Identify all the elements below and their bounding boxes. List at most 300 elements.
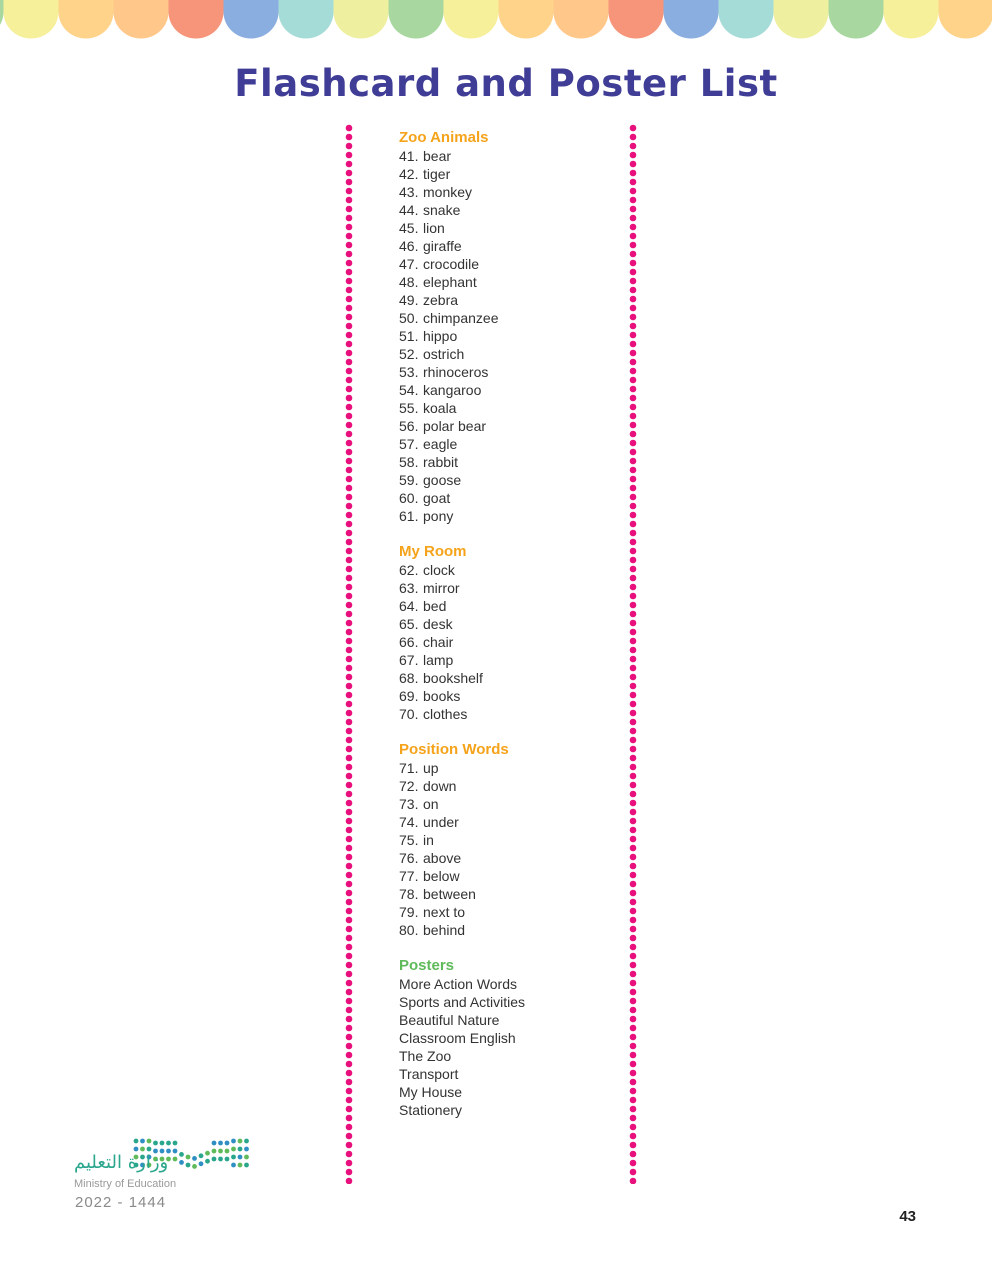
scallop xyxy=(114,0,169,39)
divider-dot xyxy=(346,395,353,402)
logo-dot xyxy=(140,1139,145,1144)
scallop xyxy=(884,0,939,38)
list-item xyxy=(399,759,619,777)
divider-dot xyxy=(630,269,637,276)
divider-dot xyxy=(630,1097,637,1104)
item-number: 55. xyxy=(399,400,419,416)
item-text: zebra xyxy=(423,292,459,308)
divider-dot xyxy=(630,899,637,906)
divider-dot xyxy=(630,953,637,960)
divider-dot xyxy=(630,755,637,762)
divider-dot xyxy=(346,143,353,150)
divider-dot xyxy=(346,287,353,294)
divider-dot xyxy=(630,647,637,654)
section-title: My Room xyxy=(399,543,467,560)
divider-dot xyxy=(630,125,637,132)
item-text: hippo xyxy=(423,328,458,344)
divider-dot xyxy=(630,188,637,195)
divider-dot xyxy=(346,782,353,789)
divider-dot xyxy=(630,485,637,492)
item-text: More Action Words xyxy=(399,976,518,992)
item-text: koala xyxy=(423,400,457,416)
divider-dot xyxy=(346,908,353,915)
dotted-divider-left xyxy=(344,124,354,1184)
divider-dot xyxy=(630,710,637,717)
divider-dot xyxy=(630,539,637,546)
divider-dot xyxy=(630,512,637,519)
list-section xyxy=(399,957,619,1119)
divider-dot xyxy=(630,197,637,204)
page-number: 43 xyxy=(899,1208,916,1225)
item-number: 48. xyxy=(399,274,419,290)
divider-dot xyxy=(630,1142,637,1149)
divider-dot xyxy=(346,530,353,537)
divider-dot xyxy=(346,980,353,987)
divider-dot xyxy=(346,224,353,231)
item-text: eagle xyxy=(423,436,458,452)
divider-dot xyxy=(630,908,637,915)
divider-dot xyxy=(346,1124,353,1131)
divider-dot xyxy=(346,170,353,177)
divider-dot xyxy=(346,926,353,933)
divider-dot xyxy=(346,836,353,843)
divider-dot xyxy=(630,305,637,312)
divider-dot xyxy=(630,998,637,1005)
item-number: 46. xyxy=(399,238,419,254)
divider-dot xyxy=(630,611,637,618)
divider-dot xyxy=(346,710,353,717)
scallop xyxy=(499,0,554,39)
item-text: chimpanzee xyxy=(423,310,499,326)
divider-dot xyxy=(630,1061,637,1068)
divider-dot xyxy=(346,683,353,690)
divider-dot xyxy=(346,791,353,798)
item-text: bed xyxy=(423,598,447,614)
item-number: 42. xyxy=(399,166,419,182)
logo-dot xyxy=(231,1155,236,1160)
word-list xyxy=(399,129,619,1137)
scallop xyxy=(664,0,719,39)
divider-dot xyxy=(346,305,353,312)
scallop xyxy=(169,0,224,39)
divider-dot xyxy=(346,629,353,636)
list-item xyxy=(399,183,619,201)
item-text: monkey xyxy=(423,184,473,200)
divider-dot xyxy=(630,926,637,933)
divider-dot xyxy=(346,1007,353,1014)
item-text: lion xyxy=(423,220,445,236)
item-text: rhinoceros xyxy=(423,364,489,380)
scallop xyxy=(719,0,774,39)
divider-dot xyxy=(630,206,637,213)
divider-dot xyxy=(346,548,353,555)
divider-dot xyxy=(346,944,353,951)
logo-dot xyxy=(199,1161,204,1166)
divider-dot xyxy=(630,800,637,807)
list-item xyxy=(399,795,619,813)
item-number: 65. xyxy=(399,616,419,632)
divider-dot xyxy=(630,1151,637,1158)
list-item xyxy=(399,147,619,165)
divider-dot xyxy=(630,224,637,231)
logo-dot xyxy=(205,1159,210,1164)
list-item xyxy=(399,255,619,273)
item-number: 57. xyxy=(399,436,419,452)
divider-dot xyxy=(346,386,353,393)
list-item xyxy=(399,885,619,903)
divider-dot xyxy=(346,890,353,897)
scallop xyxy=(224,0,279,39)
divider-dot xyxy=(630,944,637,951)
item-text: under xyxy=(423,814,459,830)
divider-dot xyxy=(630,845,637,852)
divider-dot xyxy=(630,161,637,168)
divider-dot xyxy=(630,521,637,528)
item-text: pony xyxy=(423,508,454,524)
scallop xyxy=(0,0,4,38)
divider-dot xyxy=(346,656,353,663)
divider-dot xyxy=(346,215,353,222)
divider-dot xyxy=(346,125,353,132)
logo-dot xyxy=(225,1149,230,1154)
logo-dot xyxy=(134,1147,139,1152)
item-text: Beautiful Nature xyxy=(399,1012,500,1028)
item-number: 69. xyxy=(399,688,419,704)
list-item xyxy=(399,849,619,867)
dotted-divider-right xyxy=(628,124,638,1184)
divider-dot xyxy=(630,1088,637,1095)
logo-dot xyxy=(231,1163,236,1168)
divider-dot xyxy=(630,368,637,375)
divider-dot xyxy=(630,917,637,924)
list-item xyxy=(399,993,619,1011)
divider-dot xyxy=(630,1124,637,1131)
item-number: 56. xyxy=(399,418,419,434)
divider-dot xyxy=(630,854,637,861)
scallop xyxy=(389,0,444,38)
divider-dot xyxy=(346,584,353,591)
section-title: Posters xyxy=(399,957,455,974)
item-number: 68. xyxy=(399,670,419,686)
scallop xyxy=(939,0,992,39)
item-number: 54. xyxy=(399,382,419,398)
item-text: chair xyxy=(423,634,454,650)
divider-dot xyxy=(630,701,637,708)
logo-dot xyxy=(199,1153,204,1158)
divider-dot xyxy=(630,872,637,879)
logo-dot xyxy=(153,1141,158,1146)
divider-dot xyxy=(630,143,637,150)
logo-dot xyxy=(205,1151,210,1156)
logo-dot xyxy=(244,1163,249,1168)
item-text: below xyxy=(423,868,460,884)
divider-dot xyxy=(346,1115,353,1122)
logo-dot xyxy=(244,1139,249,1144)
divider-dot xyxy=(630,890,637,897)
item-text: goat xyxy=(423,490,451,506)
item-text: My House xyxy=(399,1084,463,1100)
divider-dot xyxy=(346,134,353,141)
divider-dot xyxy=(346,1178,353,1184)
item-number: 70. xyxy=(399,706,419,722)
scallop xyxy=(334,0,389,39)
item-number: 72. xyxy=(399,778,419,794)
item-text: down xyxy=(423,778,457,794)
item-text: Stationery xyxy=(399,1102,463,1118)
item-text: in xyxy=(423,832,434,848)
item-text: tiger xyxy=(423,166,451,182)
divider-dot xyxy=(346,1025,353,1032)
scallop xyxy=(4,0,59,38)
logo-dot xyxy=(225,1141,230,1146)
divider-dot xyxy=(346,323,353,330)
divider-dot xyxy=(630,665,637,672)
divider-dot xyxy=(630,1106,637,1113)
item-text: goose xyxy=(423,472,462,488)
list-item xyxy=(399,453,619,471)
item-number: 76. xyxy=(399,850,419,866)
item-number: 79. xyxy=(399,904,419,920)
divider-dot xyxy=(630,935,637,942)
divider-dot xyxy=(346,1052,353,1059)
list-item xyxy=(399,921,619,939)
divider-dot xyxy=(630,467,637,474)
scallop xyxy=(59,0,114,39)
divider-dot xyxy=(346,566,353,573)
logo-dot xyxy=(218,1149,223,1154)
divider-dot xyxy=(630,377,637,384)
logo-dot xyxy=(173,1141,178,1146)
divider-dot xyxy=(630,395,637,402)
divider-dot xyxy=(630,1007,637,1014)
divider-dot xyxy=(630,323,637,330)
item-number: 52. xyxy=(399,346,419,362)
list-item xyxy=(399,813,619,831)
divider-dot xyxy=(630,134,637,141)
scallop xyxy=(279,0,334,39)
divider-dot xyxy=(630,422,637,429)
divider-dot xyxy=(346,917,353,924)
item-text: Classroom English xyxy=(399,1030,516,1046)
list-item xyxy=(399,1011,619,1029)
divider-dot xyxy=(346,611,353,618)
divider-dot xyxy=(630,449,637,456)
item-number: 59. xyxy=(399,472,419,488)
divider-dot xyxy=(630,629,637,636)
divider-dot xyxy=(346,773,353,780)
item-text: bookshelf xyxy=(423,670,483,686)
list-item xyxy=(399,237,619,255)
item-number: 43. xyxy=(399,184,419,200)
item-number: 64. xyxy=(399,598,419,614)
list-item xyxy=(399,903,619,921)
divider-dot xyxy=(630,413,637,420)
divider-dot xyxy=(630,791,637,798)
scallop xyxy=(554,0,609,39)
item-text: books xyxy=(423,688,461,704)
divider-dot xyxy=(630,341,637,348)
divider-dot xyxy=(346,1088,353,1095)
logo-dot xyxy=(238,1139,243,1144)
divider-dot xyxy=(630,683,637,690)
divider-dot xyxy=(630,764,637,771)
item-text: above xyxy=(423,850,462,866)
divider-dot xyxy=(630,584,637,591)
list-item xyxy=(399,1101,619,1119)
divider-dot xyxy=(630,971,637,978)
divider-dot xyxy=(346,1106,353,1113)
logo-dot xyxy=(238,1155,243,1160)
divider-dot xyxy=(346,998,353,1005)
item-text: next to xyxy=(423,904,466,920)
logo-dot xyxy=(218,1141,223,1146)
list-item xyxy=(399,1047,619,1065)
divider-dot xyxy=(630,818,637,825)
divider-dot xyxy=(630,863,637,870)
divider-dot xyxy=(346,260,353,267)
divider-dot xyxy=(630,170,637,177)
item-number: 71. xyxy=(399,760,419,776)
divider-dot xyxy=(346,1151,353,1158)
divider-dot xyxy=(346,368,353,375)
list-item xyxy=(399,579,619,597)
list-item xyxy=(399,633,619,651)
divider-dot xyxy=(630,575,637,582)
divider-dot xyxy=(630,152,637,159)
list-item xyxy=(399,561,619,579)
item-number: 44. xyxy=(399,202,419,218)
divider-dot xyxy=(346,341,353,348)
item-number: 60. xyxy=(399,490,419,506)
item-text: rabbit xyxy=(423,454,459,470)
divider-dot xyxy=(630,332,637,339)
divider-dot xyxy=(346,503,353,510)
divider-dot xyxy=(346,449,353,456)
item-number: 80. xyxy=(399,922,419,938)
list-item xyxy=(399,309,619,327)
divider-dot xyxy=(630,638,637,645)
divider-dot xyxy=(346,953,353,960)
divider-dot xyxy=(630,494,637,501)
list-item xyxy=(399,831,619,849)
divider-dot xyxy=(346,701,353,708)
divider-dot xyxy=(630,1016,637,1023)
item-text: kangaroo xyxy=(423,382,482,398)
item-text: mirror xyxy=(423,580,460,596)
list-item xyxy=(399,975,619,993)
divider-dot xyxy=(346,233,353,240)
logo-dot xyxy=(134,1139,139,1144)
item-text: between xyxy=(423,886,476,902)
divider-dot xyxy=(630,1160,637,1167)
ministry-name-arabic: وزارة التعليم xyxy=(74,1152,169,1173)
scallop xyxy=(774,0,829,39)
divider-dot xyxy=(630,1070,637,1077)
ministry-name-english: Ministry of Education xyxy=(74,1178,177,1190)
divider-dot xyxy=(630,1169,637,1176)
divider-dot xyxy=(346,1142,353,1149)
divider-dot xyxy=(346,845,353,852)
divider-dot xyxy=(630,251,637,258)
divider-dot xyxy=(346,251,353,258)
item-number: 77. xyxy=(399,868,419,884)
divider-dot xyxy=(630,350,637,357)
divider-dot xyxy=(630,1034,637,1041)
divider-dot xyxy=(630,287,637,294)
logo-dot xyxy=(238,1147,243,1152)
logo-dot xyxy=(231,1139,236,1144)
divider-dot xyxy=(346,575,353,582)
list-item xyxy=(399,363,619,381)
logo-dot xyxy=(231,1147,236,1152)
divider-dot xyxy=(630,278,637,285)
divider-dot xyxy=(346,539,353,546)
divider-dot xyxy=(346,413,353,420)
list-item xyxy=(399,705,619,723)
item-text: crocodile xyxy=(423,256,480,272)
item-number: 47. xyxy=(399,256,419,272)
divider-dot xyxy=(630,1133,637,1140)
logo-dot xyxy=(212,1141,217,1146)
divider-dot xyxy=(630,1052,637,1059)
scallop xyxy=(609,0,664,39)
item-number: 51. xyxy=(399,328,419,344)
item-text: desk xyxy=(423,616,453,632)
divider-dot xyxy=(346,440,353,447)
item-number: 67. xyxy=(399,652,419,668)
divider-dot xyxy=(630,719,637,726)
list-item xyxy=(399,327,619,345)
divider-dot xyxy=(346,1034,353,1041)
divider-dot xyxy=(346,737,353,744)
divider-dot xyxy=(630,674,637,681)
divider-dot xyxy=(630,179,637,186)
divider-dot xyxy=(630,404,637,411)
section-title: Zoo Animals xyxy=(399,129,489,146)
divider-dot xyxy=(346,1079,353,1086)
divider-dot xyxy=(346,485,353,492)
divider-dot xyxy=(346,692,353,699)
list-item xyxy=(399,165,619,183)
item-number: 41. xyxy=(399,148,419,164)
item-text: snake xyxy=(423,202,461,218)
divider-dot xyxy=(630,1043,637,1050)
divider-dot xyxy=(630,809,637,816)
divider-dot xyxy=(630,242,637,249)
divider-dot xyxy=(346,593,353,600)
divider-dot xyxy=(346,512,353,519)
divider-dot xyxy=(630,1178,637,1184)
divider-dot xyxy=(346,881,353,888)
divider-dot xyxy=(346,152,353,159)
item-number: 78. xyxy=(399,886,419,902)
divider-dot xyxy=(630,386,637,393)
item-number: 49. xyxy=(399,292,419,308)
divider-dot xyxy=(346,476,353,483)
divider-dot xyxy=(346,467,353,474)
divider-dot xyxy=(346,188,353,195)
list-item xyxy=(399,1065,619,1083)
divider-dot xyxy=(346,1070,353,1077)
divider-dot xyxy=(346,521,353,528)
divider-dot xyxy=(346,755,353,762)
divider-dot xyxy=(346,161,353,168)
divider-dot xyxy=(630,476,637,483)
divider-dot xyxy=(630,503,637,510)
section-title: Position Words xyxy=(399,741,509,758)
item-text: clothes xyxy=(423,706,468,722)
list-item xyxy=(399,291,619,309)
